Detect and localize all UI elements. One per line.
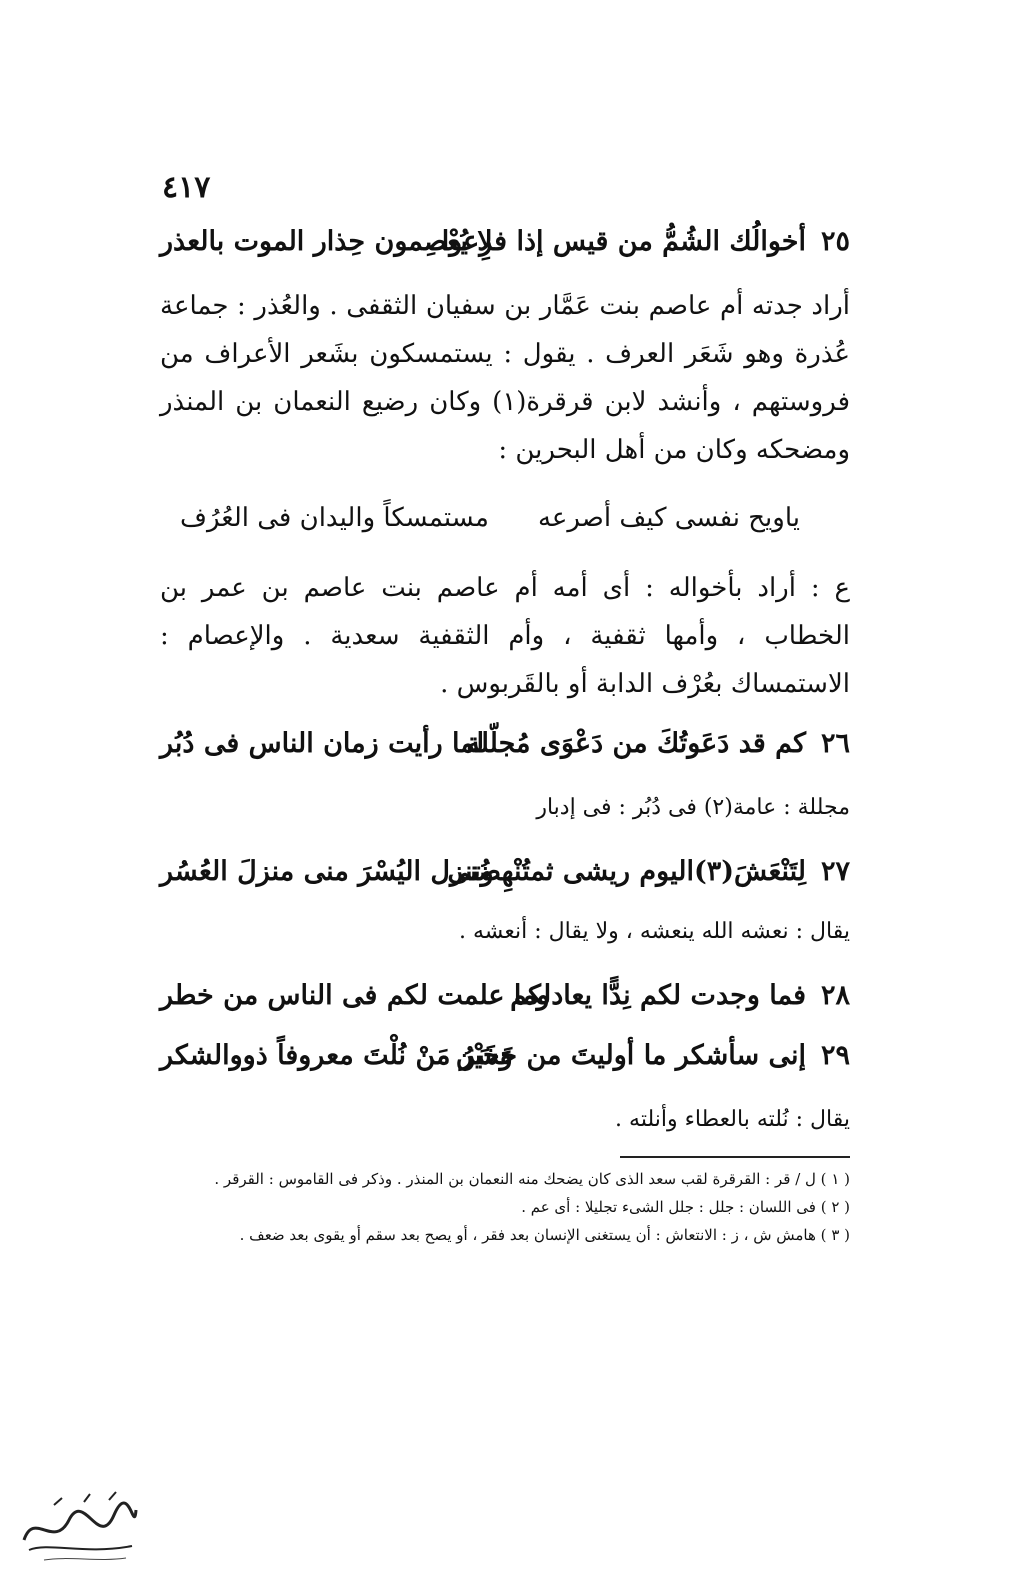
gloss-29: يقال : نُلته بالعطاء وأنلته . [615, 1107, 850, 1132]
footnotes [160, 1166, 850, 1250]
verse-26 [160, 724, 850, 764]
verse-hemistich-1: فما وجدت لكم نِدًّا يعادلكم [510, 980, 806, 1011]
verse-hemistich-2: وتنزل اليُسْرَ منى منزلَ العُسُر [160, 856, 494, 887]
verse-hemistich-1: أخوالُك الشُمُّ من قيس إذا فزِعوا [441, 226, 806, 257]
gloss-26: مجللة : عامة(٢) فى دُبُر : فى إدبار [536, 795, 850, 820]
verse-hemistich-2: لا يُعْصِمون حِذار الموت بالعذر [160, 226, 493, 257]
verse-hemistich-2: وَخَيْرُ مَنْ نُلْتَ معروفاً ذووالشكر [160, 1040, 513, 1071]
verse-number: ٢٦ [820, 728, 850, 759]
quoted-verse [160, 498, 850, 538]
footnote-1: ( ١ ) ل / قر : القرقرة لقب سعد الذى كان يضحك منه النعمان بن المنذر . وذكر فى القاموس : القرقر . [214, 1170, 850, 1188]
gloss-27: يقال : نعشه الله ينعشه ، ولا يقال : أنعشه . [458, 919, 850, 944]
verse-28 [160, 976, 850, 1016]
quote-hemistich-1: ياويح نفسى كيف أصرعه [537, 503, 800, 533]
commentary-paragraph-2: ع : أراد بأخواله : أى أمه أم عاصم بنت عاصم بن عمر بن الخطاب ، وأمها ثقفية ، وأم الثقفية سعدية . والإعصام : الاستمساك بعُرْف الدابة أو بالقَربوس . [160, 573, 850, 699]
quote-hemistich-2: مستمسكاً واليدان فى العُرُف [180, 503, 489, 533]
verse-number: ٢٨ [820, 980, 850, 1011]
verse-hemistich-1: لِتَنْعَشَ(٣)اليوم ريشى ثمتُنْهِضُنى [447, 856, 806, 887]
verse-hemistich-2: لما رأيت زمان الناس فى دُبُر [160, 728, 485, 759]
verse-number: ٢٩ [820, 1040, 850, 1071]
footnote-2: ( ٢ ) فى اللسان : جلل : جلل الشىء تجليلا : أى عم . [521, 1198, 850, 1216]
verse-25 [160, 222, 850, 262]
verse-number: ٢٥ [820, 226, 850, 257]
footnote-3: ( ٣ ) هامش ش ، ز : الانتعاش : أن يستغنى الإنسان بعد فقر ، أو يصح بعد سقم أو يقوى بعد ضعف . [239, 1226, 850, 1244]
publisher-logo [14, 1480, 144, 1570]
verse-29 [160, 1036, 850, 1076]
commentary-paragraph-1: أراد جدته أم عاصم بنت عَمَّار بن سفيان الثقفى . والعُذر : جماعة عُذرة وهو شَعَر العرف . يقول : يستمسكون بشَعر الأعراف من فروستهم ، وأنشد لابن قرقرة(١) وكان رضيع النعمان بن المنذر ومضحكه وكان من أهل البحرين : [160, 291, 850, 465]
verse-hemistich-1: إنى سأشكر ما أوليتَ من حَسَن [455, 1040, 806, 1071]
verse-hemistich-1: كم قد دَعَوتُكَ من دَعْوَى مُجلّلة [466, 728, 806, 759]
verse-number: ٢٧ [820, 856, 850, 887]
footnote-separator [620, 1156, 850, 1158]
verse-hemistich-2: وما علمت لكم فى الناس من خطر [160, 980, 550, 1011]
page-number: ٤١٧ [162, 170, 211, 205]
verse-27 [160, 852, 850, 892]
